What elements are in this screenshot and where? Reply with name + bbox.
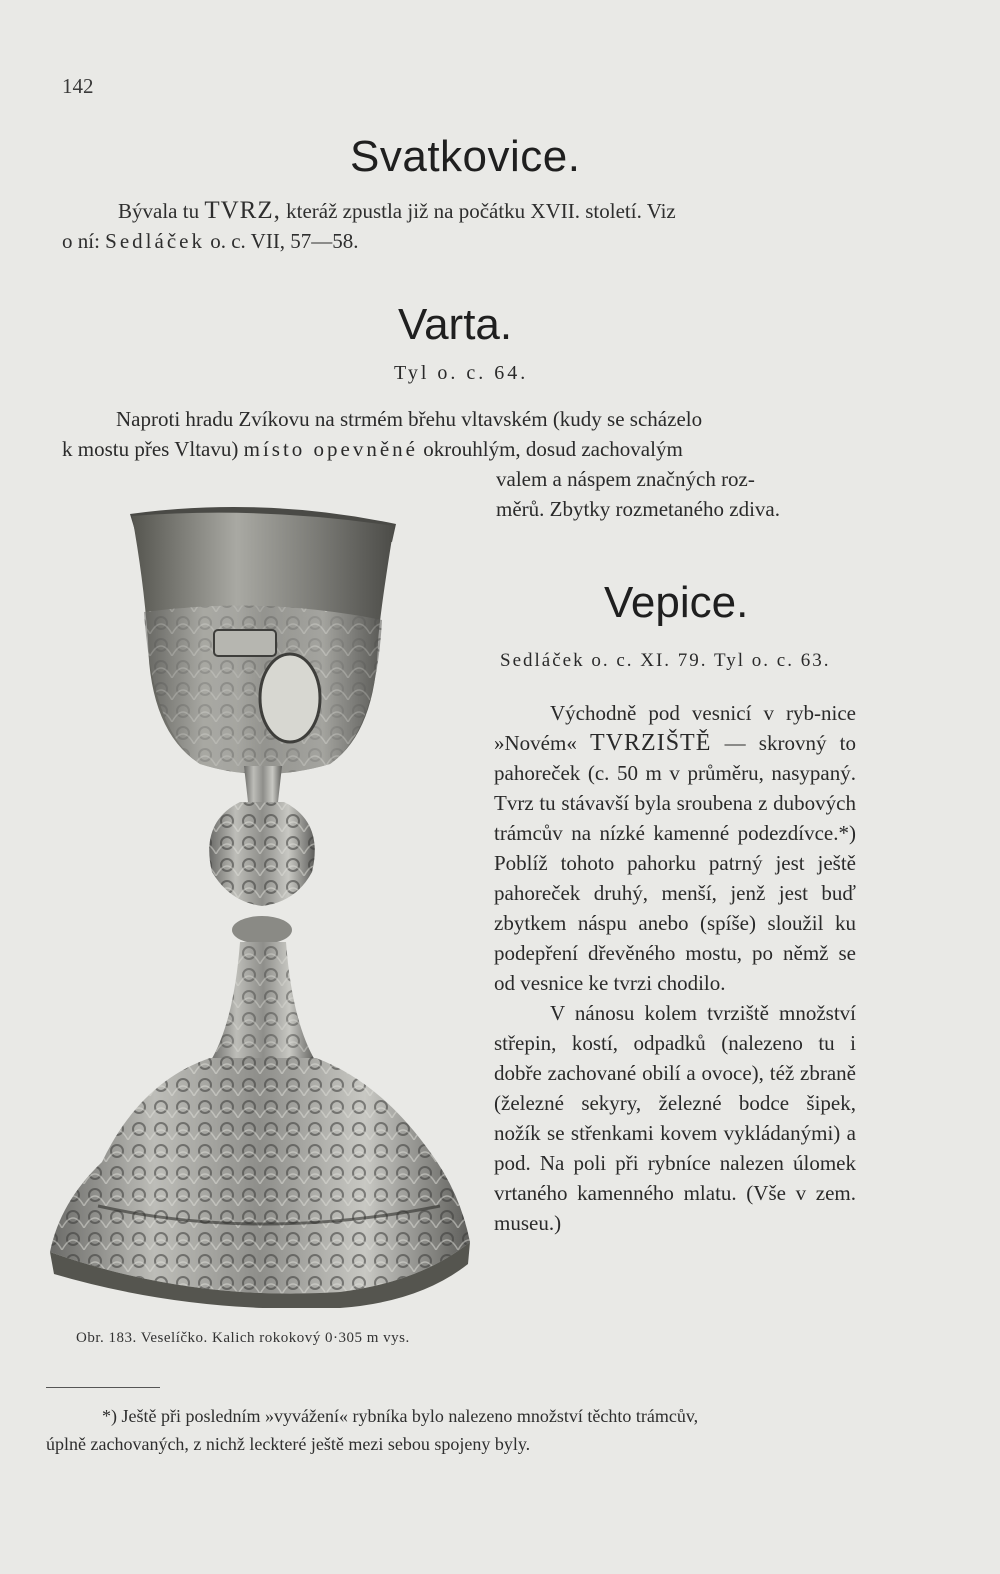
svatkovice-text-a: Bývala tu — [118, 199, 205, 223]
varta-line-2 — [62, 434, 862, 464]
vepice-p1-a: Východně pod vesnicí v ryb-nice »Novém« — [494, 701, 856, 755]
heading-vepice: Vepice. — [604, 578, 749, 627]
varta-line-4: měrů. Zbytky rozmetaného zdiva. — [496, 497, 780, 521]
svatkovice-text-d: o. c. VII, 57—58. — [204, 229, 359, 253]
svatkovice-text-c: o ní: — [62, 229, 106, 253]
vepice-paragraph-2: V nánosu kolem tvrziště množství střepin, kostí, odpadků (nalezeno tu i dobře zachované obilí a ovoce), též zbraně (železné sekyry, železné bodce šipek, nožík se střenkami kovem vykládanými) a pod. Na poli při rybníce nalezen úlomek vrtaného kamenného mlatu. (Vše v zem. museu.) — [494, 1001, 856, 1235]
footnote-line-2: úplně zachovaných, z nichž leckteré ještě mezi sebou spojeny byly. — [46, 1434, 531, 1454]
reference-vepice: Sedláček o. c. XI. 79. Tyl o. c. 63. — [500, 650, 831, 671]
svatkovice-author: Sedláček — [105, 229, 205, 253]
varta-line-1: Naproti hradu Zvíkovu na strmém břehu vltavském (kudy se scházelo — [116, 407, 703, 431]
heading-svatkovice: Svatkovice. — [350, 132, 581, 181]
vepice-p1-b: — skrovný to pahoreček (c. 50 m v průměru, nasypaný. Tvrz tu stávavší byla sroubena z dubových trámcův na nízké kamenné podezdívce.*) Poblíž tohoto pahorku patrný jest ještě pahoreček druhý, menší, jenž jest buď zbytkem náspu anebo (spíše) sloužil ku podepření dřevěného mostu, po němž se od vesnice ke tvrzi chodilo. — [494, 731, 857, 995]
svatkovice-line-1 — [62, 196, 882, 226]
figure-caption: Obr. 183. Veselíčko. Kalich rokokový 0·305 m vys. — [76, 1330, 410, 1346]
paragraph-svatkovice — [62, 196, 882, 256]
svatkovice-tvrz: TVRZ, — [204, 197, 281, 224]
vepice-text-column — [494, 698, 856, 1238]
varta-line-3: valem a náspem značných roz- — [496, 467, 755, 491]
footnote-line-1: *) Ještě při posledním »vyvážení« rybníka bylo nalezeno množství těchto trámcův, — [102, 1406, 699, 1426]
chalice-drawing — [40, 502, 472, 1308]
svatkovice-text-b: kteráž zpustla již na počátku XVII. století. Viz — [280, 199, 676, 223]
vepice-tvrziste: TVRZIŠTĚ — [590, 730, 712, 756]
varta-line-2a: k mostu přes Vltavu) — [62, 437, 244, 461]
page-number: 142 — [62, 74, 94, 98]
chalice-illustration — [40, 502, 472, 1308]
footnote — [46, 1402, 866, 1458]
heading-varta: Varta. — [398, 300, 513, 349]
reference-varta: Tyl o. c. 64. — [394, 362, 529, 384]
varta-emphasis: místo opevněné — [243, 437, 418, 461]
footnote-rule — [46, 1387, 160, 1388]
varta-line-2c: okrouhlým, dosud zachovalým — [418, 437, 683, 461]
vepice-paragraph-1 — [494, 698, 856, 998]
